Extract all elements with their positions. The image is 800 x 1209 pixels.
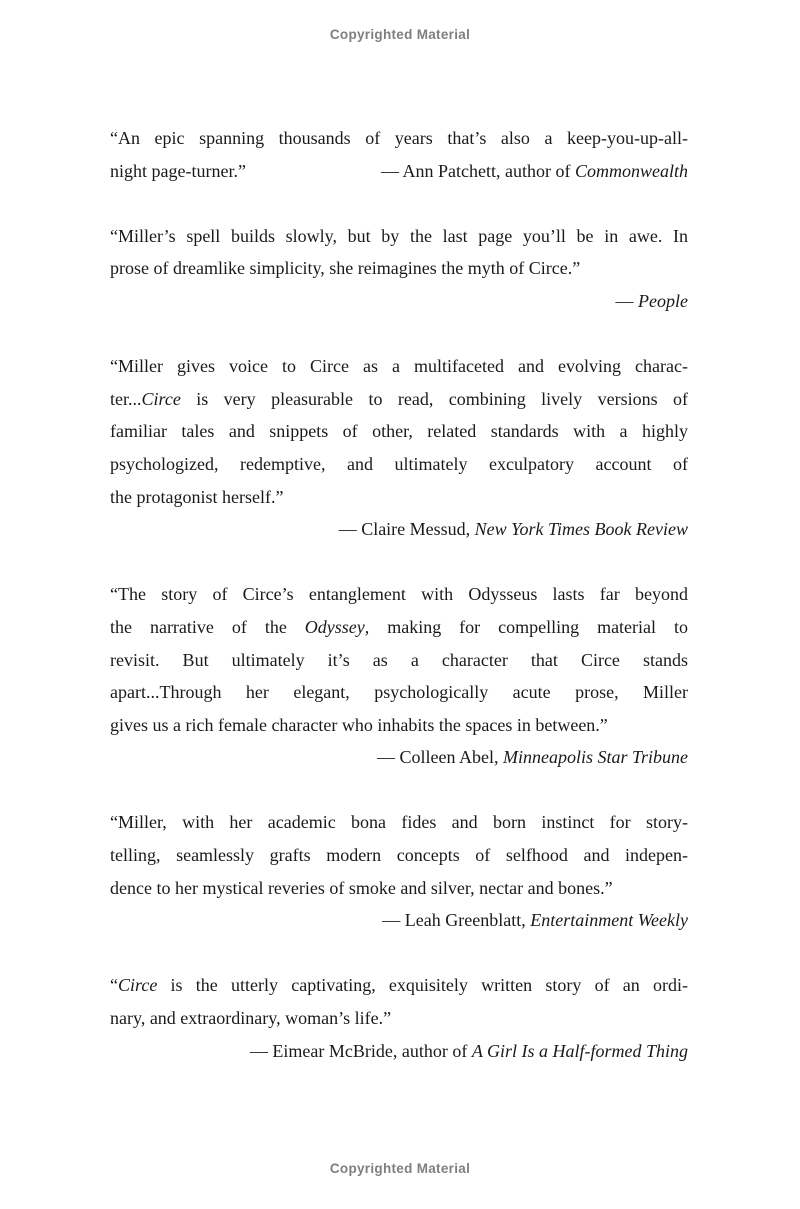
attribution-text: — Colleen Abel, — [377, 747, 503, 768]
quote-text: “Miller, with her academic bona fides and born instinct for story- — [110, 812, 688, 833]
quote-text: “The story of Circe’s entanglement with Odysseus lasts far beyond — [110, 584, 688, 605]
quote-italic: Circe — [118, 975, 158, 996]
quote-text: “Miller gives voice to Circe as a multifaceted and evolving charac- — [110, 356, 688, 377]
attribution — [110, 741, 688, 774]
quote-text: revisit. But ultimately it’s as a character that Circe stands — [110, 649, 688, 670]
quote-text: apart...Through her elegant, psychologically acute prose, Miller — [110, 682, 688, 703]
quote-line — [110, 415, 688, 448]
quote-line — [110, 676, 688, 709]
quote-text: “Miller’s spell builds slowly, but by the last page you’ll be in awe. In — [110, 225, 688, 246]
quote-line — [110, 220, 688, 253]
attribution-italic: A Girl Is a Half-formed Thing — [471, 1040, 688, 1061]
quote-text: familiar tales and snippets of other, related standards with a highly — [110, 421, 688, 442]
quote-text: gives us a rich female character who inhabits the spaces in between.” — [110, 714, 608, 735]
quote-text: , making for compelling material to — [364, 616, 688, 637]
quote-line-with-attribution — [110, 155, 688, 188]
quote-text: “An epic spanning thousands of years that’s also a keep-you-up-all- — [110, 128, 688, 148]
quote-line — [110, 122, 688, 155]
quote-line — [110, 448, 688, 481]
quote-text: nary, and extraordinary, woman’s life.” — [110, 1008, 392, 1029]
quote-text: is very pleasurable to read, combining lively versions of — [180, 388, 688, 409]
quote-text: psychologized, redemptive, and ultimately exculpatory account of — [110, 453, 688, 474]
attribution-italic: People — [638, 290, 688, 311]
quote-italic: Circe — [141, 388, 181, 409]
attribution-italic: Entertainment Weekly — [530, 910, 688, 931]
quote-line — [110, 481, 688, 514]
quote-line — [110, 350, 688, 383]
quote-line — [110, 611, 688, 644]
quote-text: telling, seamlessly grafts modern concepts of selfhood and indepen- — [110, 845, 688, 866]
attribution — [110, 285, 688, 318]
praise-quotes — [110, 122, 688, 1067]
quote-line — [110, 578, 688, 611]
attribution — [110, 904, 688, 937]
quote-text: the protagonist herself.” — [110, 486, 284, 507]
quote-line — [110, 709, 688, 742]
attribution — [381, 155, 688, 188]
attribution-text: — Ann Patchett, author of — [381, 160, 575, 181]
copyright-notice-top: Copyrighted Material — [329, 27, 471, 42]
attribution-text: — — [615, 290, 639, 311]
quote-text: prose of dreamlike simplicity, she reimagines the myth of Circe.” — [110, 258, 581, 279]
quote-block — [110, 220, 688, 318]
quote-line — [110, 383, 688, 416]
quote-text: dence to her mystical reveries of smoke and silver, nectar and bones.” — [110, 877, 613, 898]
quote-block — [110, 350, 688, 546]
attribution-italic: New York Times Book Review — [474, 519, 688, 540]
attribution-text: — Leah Greenblatt, — [382, 910, 531, 931]
attribution — [110, 513, 688, 546]
quote-text: the narrative of the — [110, 616, 305, 637]
quote-line — [110, 252, 688, 285]
quote-text: “ — [110, 975, 118, 996]
quote-block — [110, 578, 688, 774]
quote-text: night page-turner.” — [110, 160, 246, 181]
quote-line — [110, 1002, 688, 1035]
quote-line — [110, 806, 688, 839]
quote-block — [110, 806, 688, 936]
quote-line — [110, 969, 688, 1002]
attribution — [110, 1035, 688, 1068]
attribution-italic: Commonwealth — [574, 160, 688, 181]
quote-line — [110, 839, 688, 872]
quote-line — [110, 872, 688, 905]
quote-text: ter... — [110, 388, 142, 409]
attribution-italic: Minneapolis Star Tribune — [502, 747, 688, 768]
quote-block — [110, 122, 688, 187]
copyright-notice-bottom: Copyrighted Material — [329, 1161, 471, 1176]
quote-block — [110, 969, 688, 1067]
quote-text: is the utterly captivating, exquisitely written story of an ordi- — [157, 975, 688, 996]
quote-line — [110, 644, 688, 677]
attribution-text: — Claire Messud, — [338, 519, 475, 540]
quote-line-tail — [110, 155, 246, 188]
attribution-text: — Eimear McBride, author of — [249, 1040, 472, 1061]
quote-italic: Odyssey — [304, 616, 365, 637]
